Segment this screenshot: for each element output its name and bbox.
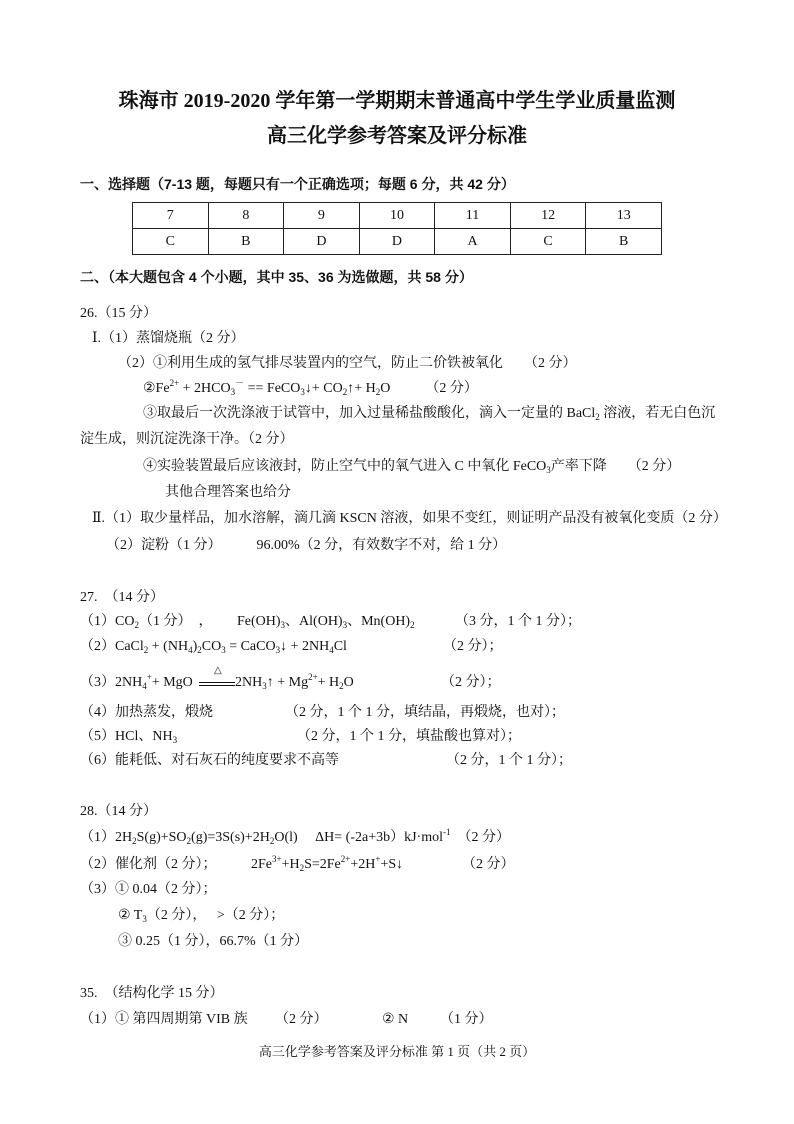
text: Cl (333, 639, 347, 654)
sub: 3 (280, 620, 286, 630)
eq-text: == FeCO (244, 381, 301, 396)
q27-1b (237, 613, 415, 631)
q26-2-3-line2: 淀生成，则沉淀洗涤干净。（2 分） (80, 432, 294, 447)
question-number-cell: 10 (359, 203, 435, 229)
text: ④实验装置最后应该液封，防止空气中的氧气进入 C 中氧化 FeCO (143, 459, 547, 474)
text: （2）CaCl (80, 639, 144, 654)
text: S(g)+SO (136, 830, 187, 845)
q26-part2-2: （2）淀粉（1 分） 96.00%（2 分，有效数字不对，给 1 分） (106, 538, 507, 553)
eq-sub: 2 (375, 387, 381, 397)
sub: 3 (275, 645, 281, 655)
q28-1 (80, 829, 510, 847)
q35-1a: （1）① 第四周期第 VIB 族 (80, 1012, 248, 1027)
text: +H (281, 857, 300, 872)
q28-3-2 (118, 907, 284, 925)
q27-title: 27. （14 分） (80, 590, 164, 605)
q28-2-equation (251, 856, 403, 874)
q26-title: 26.（15 分） (80, 306, 157, 321)
question-number-cell: 8 (208, 203, 284, 229)
text: + (NH (148, 639, 189, 654)
answer-cell: A (435, 229, 511, 255)
question-number-cell: 13 (586, 203, 662, 229)
answer-cell: C (510, 229, 586, 255)
heat-triangle-icon: △ (214, 665, 222, 676)
document-title: 珠海市 2019-2020 学年第一学期期末普通高中学生学业质量监测 (118, 90, 676, 112)
text: 、Al(OH) (285, 614, 343, 629)
q28-3-3: ③ 0.25（1 分），66.7%（1 分） (118, 934, 309, 949)
text: + MgO (151, 675, 193, 690)
q27-1a (80, 613, 212, 631)
text: ③取最后一次洗涤液于试管中，加入过量稀盐酸酸化，滴入一定量的 BaCl (143, 406, 596, 421)
text: (g)=3S(s)+2H (191, 830, 270, 845)
sub: 2 (197, 645, 202, 655)
q28-3-1: （3）① 0.04（2 分）； (80, 882, 217, 897)
eq-sub: 3 (300, 387, 305, 397)
text: O (343, 675, 354, 690)
q27-4b: （2 分，1 个 1 分，填结晶，再煅烧，也对）； (285, 705, 565, 720)
sub: 2 (186, 836, 192, 846)
text: Fe(OH) (237, 614, 281, 629)
q27-3-score: （2 分）； (441, 675, 501, 690)
eq-text: O （2 分） (380, 381, 478, 396)
answer-cell: B (208, 229, 284, 255)
q27-6b: （2 分，1 个 1 分）； (446, 753, 572, 768)
document-subtitle: 高三化学参考答案及评分标准 (267, 125, 527, 147)
sub: 2 (339, 681, 344, 691)
q27-2-score: （2 分）； (443, 639, 503, 654)
text: （1）CO (80, 614, 135, 629)
sub: 2 (269, 836, 275, 846)
q35-1c: ② N (382, 1012, 409, 1027)
text: S=2Fe (304, 857, 341, 872)
q27-6a: （6）能耗低、对石灰石的纯度要求不高等 (80, 753, 339, 768)
q27-5b: （2 分，1 个 1 分，填盐酸也算对）； (297, 729, 521, 744)
sub: 3 (221, 645, 226, 655)
sub: 3 (172, 735, 178, 745)
sub: 2 (143, 645, 149, 655)
q35-title: 35. （结构化学 15 分） (80, 986, 224, 1001)
q27-1c: （3 分，1 个 1 分）； (455, 614, 581, 629)
q26-2-2-equation (143, 380, 478, 398)
text: +2H (350, 857, 376, 872)
text: O(l) ΔH= (-2a+3b）kJ·mol (274, 830, 443, 845)
sub: 3 (142, 914, 147, 924)
q26-part1: Ⅰ.（1）蒸馏烧瓶（2 分） (92, 331, 245, 346)
q28-title: 28.（14 分） (80, 804, 157, 819)
question-number-row (133, 203, 662, 229)
sup: 2+ (340, 854, 351, 864)
text: ↓ + 2NH (280, 639, 330, 654)
text: （1）2H (80, 830, 133, 845)
sub: 2 (134, 620, 139, 630)
question-number-cell: 11 (435, 203, 511, 229)
text: ) (192, 639, 198, 654)
section2-heading: 二、（本大题包含 4 个小题，其中 35、36 为选做题，共 58 分） (80, 269, 473, 285)
q26-note: 其他合理答案也给分 (165, 485, 291, 500)
question-number-cell: 7 (133, 203, 209, 229)
page-footer: 高三化学参考答案及评分标准 第 1 页（共 2 页） (258, 1044, 536, 1059)
sub: 3 (546, 465, 551, 475)
sub: 2 (132, 836, 137, 846)
answer-table (132, 202, 662, 255)
q27-2-equation (80, 638, 347, 656)
text: ② T (118, 908, 143, 923)
q26-2-1: （2）①利用生成的氢气排尽装置内的空气，防止二价铁被氧化 （2 分） (118, 356, 577, 371)
text: CO (201, 639, 222, 654)
answer-cell: B (586, 229, 662, 255)
q35-1b: （2 分） (275, 1012, 328, 1027)
sub: 2 (299, 863, 305, 873)
text: 溶液，若无白色沉 (599, 406, 716, 421)
text: + H (317, 675, 340, 690)
sub: 3 (262, 681, 267, 691)
text: = CaCO (225, 639, 276, 654)
sup: 2+ (308, 672, 318, 682)
sub: 4 (188, 645, 193, 655)
sup: 3+ (272, 854, 282, 864)
text: （1 分） ， (138, 614, 213, 629)
q26-part2-1: Ⅱ.（1）取少量样品，加水溶解，滴几滴 KSCN 溶液，如果不变红，则证明产品没有被氧化变质（2 分） (92, 511, 727, 526)
q26-2-4 (143, 458, 680, 476)
eq-sub: 3 (230, 387, 236, 397)
sup: + (146, 672, 152, 682)
text: 2NH (235, 675, 263, 690)
text: （2 分）， >（2 分）； (146, 908, 285, 923)
q26-2-3-line1 (143, 405, 715, 423)
sub: 4 (142, 681, 147, 691)
question-number-cell: 12 (510, 203, 586, 229)
text: （3）2NH (80, 675, 143, 690)
q27-3-lhs (80, 674, 193, 692)
answer-cell: D (284, 229, 360, 255)
answer-cell: D (359, 229, 435, 255)
eq-text: ↓+ CO (304, 381, 343, 396)
eq-text: ↑+ H (347, 381, 376, 396)
eq-sup: 2+ (169, 378, 180, 388)
eq-text: + 2HCO (179, 381, 231, 396)
text: ↑ + Mg (266, 675, 309, 690)
double-line-equals (199, 682, 235, 686)
text: 产率下降 （2 分） (550, 459, 681, 474)
q27-3-rhs (235, 674, 354, 692)
sub: 3 (342, 620, 348, 630)
text: （5）HCl、NH (80, 729, 173, 744)
q28-2c: （2 分） (462, 857, 515, 872)
sub: 2 (410, 620, 415, 630)
q27-5a (80, 728, 177, 746)
eq-sub: 2 (342, 387, 348, 397)
text: +S↓ (380, 857, 404, 872)
text: 2Fe (251, 857, 272, 872)
answer-cell: C (133, 229, 209, 255)
sub: 2 (595, 412, 600, 422)
sub: 4 (329, 645, 334, 655)
question-number-cell: 9 (284, 203, 360, 229)
answer-row (133, 229, 662, 255)
text: （2 分） (450, 830, 510, 845)
q28-2a: （2）催化剂（2 分）； (80, 857, 217, 872)
q27-4a: （4）加热蒸发，煅烧 (80, 705, 213, 720)
eq-text: ②Fe (143, 381, 170, 396)
text: 、Mn(OH) (347, 614, 411, 629)
section1-heading: 一、选择题（7-13 题，每题只有一个正确选项；每题 6 分，共 42 分） (80, 176, 515, 192)
eq-sup: － (235, 378, 245, 388)
q35-1d: （1 分） (440, 1012, 493, 1027)
sup: + (375, 854, 381, 864)
sup: -1 (442, 827, 451, 837)
